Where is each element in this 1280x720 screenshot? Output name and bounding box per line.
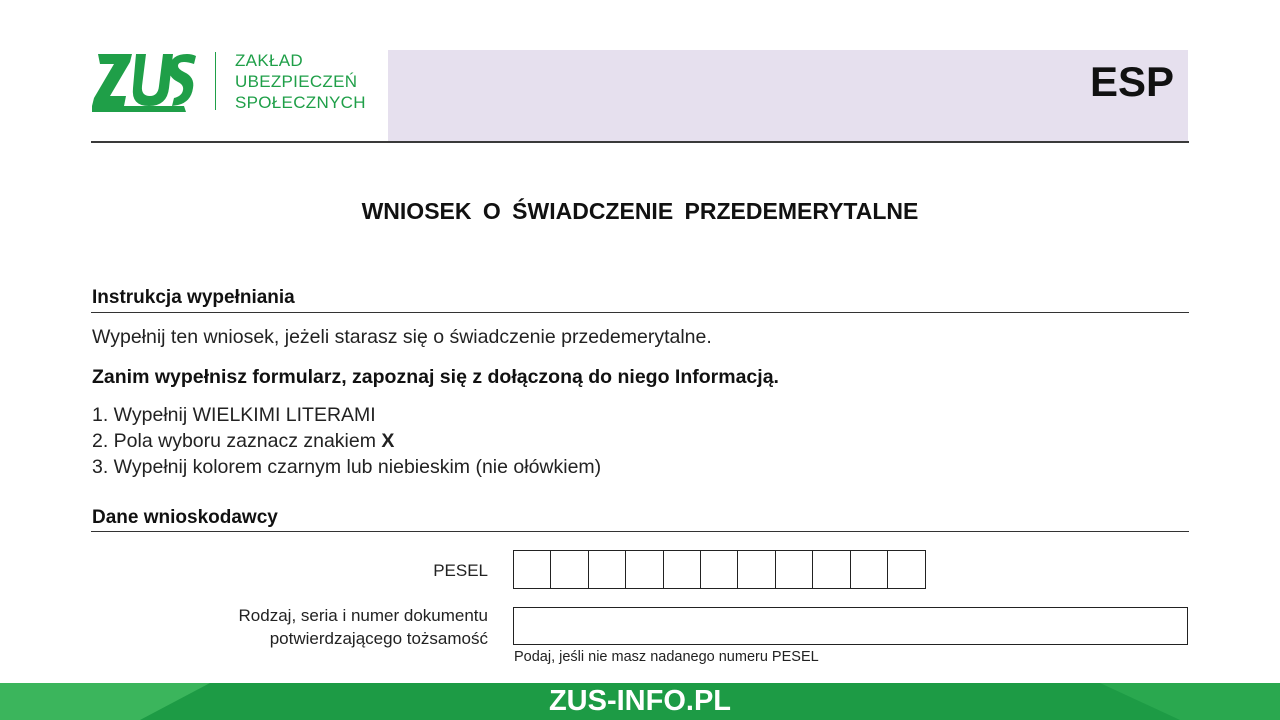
instructions-heading: Instrukcja wypełniania — [92, 287, 295, 308]
pesel-digit-box[interactable] — [626, 551, 663, 588]
pesel-input[interactable] — [513, 550, 926, 589]
pesel-digit-box[interactable] — [664, 551, 701, 588]
pesel-label: PESEL — [433, 561, 488, 580]
logo-line-3: SPOŁECZNYCH — [235, 93, 366, 112]
header-band — [388, 50, 1188, 142]
footer-banner — [0, 683, 1280, 720]
instructions-notice: Zanim wypełnisz formularz, zapoznaj się z dołączoną do niego Informacją. — [92, 366, 779, 388]
applicant-divider — [91, 531, 1189, 532]
pesel-digit-box[interactable] — [888, 551, 925, 588]
instructions-intro: Wypełnij ten wniosek, jeżeli starasz się o świadczenie przedemerytalne. — [92, 326, 712, 348]
pesel-digit-box[interactable] — [851, 551, 888, 588]
document-title: WNIOSEK O ŚWIADCZENIE PRZEDEMERYTALNE — [361, 198, 919, 224]
logo-line-2: UBEZPIECZEŃ — [235, 72, 358, 91]
instructions-list — [92, 402, 601, 480]
document-hint: Podaj, jeśli nie masz nadanego numeru PESEL — [514, 649, 819, 665]
logo-line-1: ZAKŁAD — [235, 51, 303, 70]
instructions-divider — [91, 312, 1189, 313]
document-label: Rodzaj, seria i numer dokumentu potwierdzającego tożsamość — [238, 606, 488, 648]
list-item: 2. Pola wyboru zaznacz znakiem X — [92, 430, 395, 452]
list-item: 1. Wypełnij WIELKIMI LITERAMI — [92, 404, 376, 426]
zus-logo — [92, 50, 388, 112]
pesel-digit-box[interactable] — [776, 551, 813, 588]
list-item: 3. Wypełnij kolorem czarnym lub niebieskim (nie ołówkiem) — [92, 456, 602, 478]
form-code: ESP — [1089, 58, 1174, 105]
applicant-heading: Dane wnioskodawcy — [92, 507, 278, 528]
x-mark: X — [381, 430, 395, 452]
pesel-digit-box[interactable] — [701, 551, 738, 588]
pesel-digit-box[interactable] — [813, 551, 850, 588]
pesel-digit-box[interactable] — [589, 551, 626, 588]
logo-wordmark — [235, 50, 366, 113]
document-number-field[interactable] — [513, 607, 1188, 645]
pesel-digit-box[interactable] — [514, 551, 551, 588]
footer-site-name: ZUS-INFO.PL — [548, 685, 732, 717]
logo-separator — [215, 52, 216, 110]
zus-logo-mark — [92, 50, 198, 112]
pesel-digit-box[interactable] — [738, 551, 775, 588]
pesel-digit-box[interactable] — [551, 551, 588, 588]
header-divider — [91, 141, 1189, 143]
